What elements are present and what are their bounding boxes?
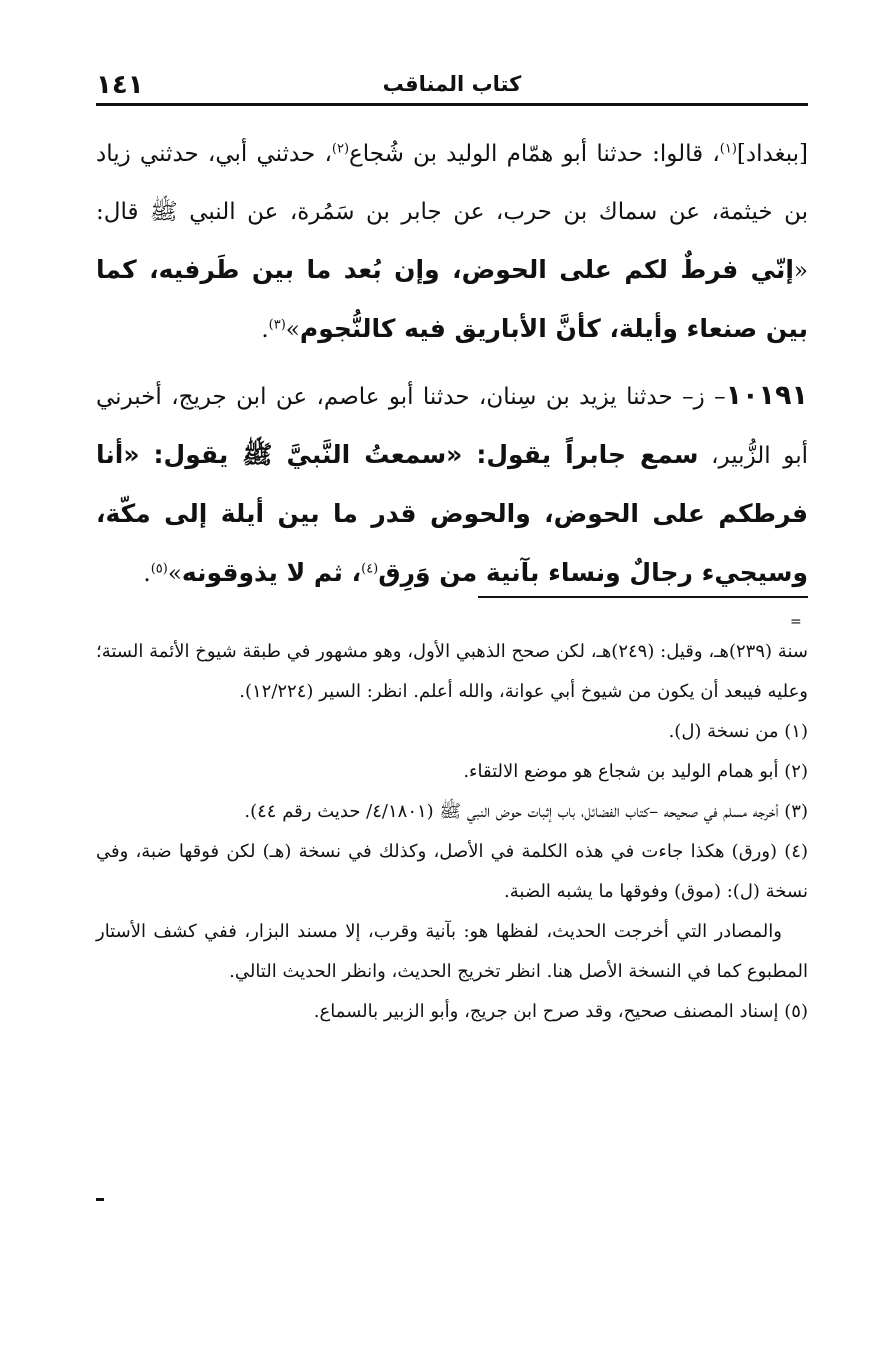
text-segment: ، حدثني أبي، حدثني زياد بن خيثمة، عن سماك بن حرب، عن جابر بن سَمُرة، عن النبي ﷺ قال: « xyxy=(96,141,808,284)
footnote-2: (٢) أبو همام الوليد بن شجاع هو موضع الالتقاء. xyxy=(463,761,808,782)
footnote-ref: (٣) xyxy=(268,317,286,333)
footnotes xyxy=(96,632,808,1032)
text-segment: . xyxy=(261,317,269,343)
footnote-ref: (١) xyxy=(719,141,737,157)
footnote-4: (٤) (ورق) هكذا جاءت في هذه الكلمة في الأصل، وكذلك في نسخة (هـ) لكن فوقها ضبة، وفي نسخة (ل): (موق) وفوقها ما يشبه الضبة. xyxy=(96,841,808,902)
text-segment: ، قالوا: حدثنا أبو همّام الوليد بن شُجاع xyxy=(349,141,720,167)
footnote-ref: (٤) xyxy=(361,561,379,577)
footnote-5: (٥) إسناد المصنف صحيح، وقد صرح ابن جريج، وأبو الزبير بالسماع. xyxy=(313,1001,808,1022)
text-segment: – ز– حدثنا يزيد بن سِنان، حدثنا أبو عاصم، عن ابن جريج، أخبرني أبو الزُّبير، xyxy=(96,384,808,469)
continuation-mark: = xyxy=(790,614,802,630)
text-segment: » xyxy=(167,561,182,587)
text-segment: » xyxy=(285,317,300,343)
page-header xyxy=(96,70,808,104)
page-number: ١٤١ xyxy=(96,70,144,100)
footnote-1: (١) من نسخة (ل). xyxy=(668,721,808,742)
running-title: كتاب المناقب xyxy=(382,72,522,96)
text-segment: . xyxy=(143,561,151,587)
footnote-separator xyxy=(478,596,808,598)
footnote-continuation: سنة (٢٣٩)هـ، وقيل: (٢٤٩)هـ، لكن صحح الذهبي الأول، وهو مشهور في طبقة شيوخ الأئمة الستة؛ وعليه فيبعد أن يكون من شيوخ أبي عوانة، والله أعلم. انظر: السير (١٢/٢٢٤). xyxy=(96,641,808,702)
paragraph-continuation xyxy=(96,125,808,359)
footnote-3: (٣) أخرجه مسلم في صحيحه –كتاب الفضائل، باب إثبات حوض النبي ﷺ (٤/١٨٠١/ حديث رقم ٤٤). xyxy=(244,801,808,822)
footnote-ref: (٥) xyxy=(150,561,168,577)
footnote-ref: (٢) xyxy=(331,141,350,157)
hadith-text: إنّي فرطٌ لكم على الحوض، وإن بُعد ما بين طَرفيه، كما بين صنعاء وأيلة، كأنَّ الأباريق فيه كالنُّجوم xyxy=(96,255,808,343)
paragraph-hadith-10191 xyxy=(96,367,808,603)
main-text xyxy=(96,125,808,603)
footnote-4-continuation: والمصادر التي أخرجت الحديث، لفظها هو: بآنية وقرب، إلا مسند البزار، ففي كشف الأستار المطبوع كما في النسخة الأصل هنا. انظر تخريج الحديث، وانظر الحديث التالي. xyxy=(96,921,808,982)
hadith-text: سمع جابراً يقول: «سمعتُ النَّبيَّ ﷺ يقول: «أنا فرطكم على الحوض، والحوض قدر ما بين أيلة إلى مكّة، وسيجيء رجالٌ ونساء بآنية من وَرِق xyxy=(96,440,808,587)
text-segment: [ببغداد] xyxy=(736,141,809,167)
header-rule xyxy=(96,103,808,106)
bottom-mark xyxy=(96,1198,104,1201)
hadith-text: ، ثم لا يذوقونه xyxy=(181,558,362,587)
hadith-number: ١٠١٩١ xyxy=(725,380,808,411)
